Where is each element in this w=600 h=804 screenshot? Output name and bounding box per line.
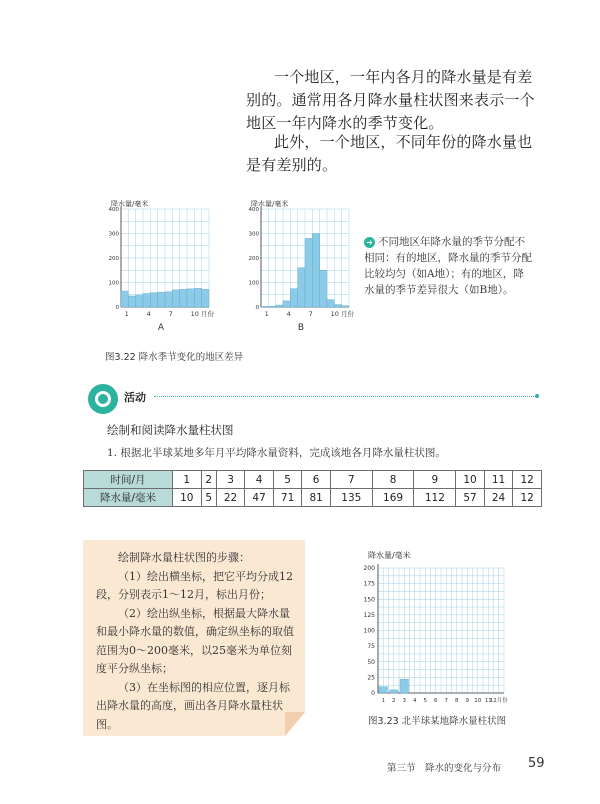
bar [327,300,334,307]
steps-title: 绘制降水量柱状图的步骤： [118,551,250,564]
y-tick-label: 25 [367,674,375,682]
bar [180,289,187,307]
bar [400,679,409,693]
x-tick-label: 8 [455,698,459,704]
bar [283,301,290,307]
bar [342,306,349,307]
y-tick-label: 50 [367,658,375,666]
table-cell: 4 [245,471,274,489]
precipitation-table [83,470,542,507]
step-3: （3）在坐标图的相应位置，逐月标出降水量的高度，画出各月降水量柱状图。 [96,680,290,731]
chart-b-ylabel: 降水量/毫米 [251,200,289,208]
y-tick-label: 200 [363,565,375,572]
chart-a-label: A [157,323,165,333]
bar [290,289,297,307]
y-tick-label: 100 [363,627,375,635]
table-cell: 8 [372,471,414,489]
bar [158,292,165,307]
table-cell: 12 [513,489,542,507]
table-cell: 5 [201,489,216,507]
y-tick-label: 125 [363,611,375,619]
x-tick-label: 6 [434,698,438,704]
chart-a-ylabel: 降水量/毫米 [111,200,149,208]
table-cell: 1 [173,471,202,489]
y-tick-label: 400 [108,207,119,213]
activity-title: 活动 [124,391,146,404]
steps-text [96,549,296,734]
table-row [84,471,542,489]
step-1: （1）绘出横坐标，把它平均分成12段，分别表示1～12月，标出月份； [96,569,293,601]
table-header-cell: 降水量/毫米 [84,489,173,507]
divider-dot [535,394,539,398]
y-tick-label: 0 [371,690,375,697]
chart-b-label: B [297,323,305,333]
bar [268,306,275,307]
bar [305,238,312,307]
x-tick-label: 4 [286,310,291,318]
bar [143,294,150,307]
x-tick-label: 5 [423,698,427,704]
y-tick-label: 100 [248,280,259,287]
intro-paragraph-1: 一个地区，一年内各月的降水量是有差别的。通常用各月降水量柱状图来表示一个地区一年内降水的季节变化。 [246,68,535,132]
y-tick-label: 150 [363,596,375,604]
x-tick-label: 7 [168,310,173,318]
x-tick-label: 4 [146,310,151,318]
table-cell: 47 [245,489,274,507]
table-cell: 10 [173,489,202,507]
chart-3-23-ylabel: 降水量/毫米 [368,551,411,560]
chart-a [105,197,215,345]
bar [187,289,194,307]
intro-paragraph-2: 此外，一个地区，不同年份的降水量也是有差别的。 [246,133,533,174]
table-cell: 22 [216,489,245,507]
bar [379,687,388,693]
note-arrow-icon: ➜ [364,237,375,248]
table-cell: 11 [484,471,513,489]
y-tick-label: 75 [367,643,375,651]
bar [172,290,179,307]
figure-3-22-caption: 图3.22 降水季节变化的地区差异 [105,352,244,363]
bar [202,289,209,307]
bar [390,690,399,693]
table-cell: 2 [201,471,216,489]
table-cell: 5 [273,471,302,489]
x-tick-label: 12月份 [489,698,508,704]
x-tick-label: 1 [381,698,385,704]
x-tick-label: 10 [474,698,482,704]
bar [136,295,143,307]
y-tick-label: 200 [248,256,259,262]
bar [165,292,172,307]
table-cell: 10 [456,471,485,489]
y-tick-label: 100 [108,280,119,287]
x-tick-label: 7 [444,698,448,704]
bar [121,291,128,307]
x-tick-label: 7 [308,310,313,318]
y-tick-label: 300 [248,231,259,238]
x-tick-label: 1 [124,310,129,318]
table-cell: 6 [302,471,331,489]
table-cell: 135 [330,489,372,507]
y-tick-label: 0 [115,305,119,311]
table-cell: 3 [216,471,245,489]
table-cell: 71 [273,489,302,507]
figure-note: ➜ 不同地区年降水量的季节分配不相同：有的地区，降水量的季节分配比较均匀（如A地）；有的地区，降水量的季节差异很大（如B地）。 [364,236,532,296]
table-cell: 81 [302,489,331,507]
bar [298,268,305,307]
figure-3-23-caption: 图3.23 北半球某地降水量柱状图 [368,716,507,727]
table-header-cell: 时间/月 [84,471,173,489]
bar [334,305,341,307]
bar [276,305,283,307]
table-row [84,489,542,507]
bar [320,270,327,307]
table-cell: 169 [372,489,414,507]
y-tick-label: 175 [363,580,375,588]
x-tick-label: 3 [402,698,406,704]
activity-subtitle: 绘制和阅读降水量柱状图 [107,423,234,437]
bar [128,296,135,307]
x-tick-label: 10 月份 [330,310,355,318]
footer-section: 第三节 降水的变化与分布 [387,763,502,774]
bar [150,293,157,307]
y-tick-label: 300 [108,231,119,238]
x-tick-label: 10 月份 [190,310,215,318]
table-cell: 24 [484,489,513,507]
page-number: 59 [528,756,545,771]
activity-instruction: 1. 根据北半球某地多年月平均降水量资料，完成该地各月降水量柱状图。 [107,447,446,459]
x-tick-label: 4 [413,698,417,704]
chart-b [245,197,355,345]
table-cell: 112 [414,489,456,507]
activity-icon [88,384,118,414]
table-cell: 12 [513,471,542,489]
y-tick-label: 0 [255,305,259,311]
x-tick-label: 2 [392,698,396,704]
table-cell: 57 [456,489,485,507]
step-2: （2）绘出纵坐标，根据最大降水量和最小降水量的数值，确定纵坐标的取值范围为0～200毫米，以25毫米为单位刻度平分纵坐标； [96,606,294,675]
x-tick-label: 11 [484,698,492,704]
activity-divider [154,396,538,397]
chart-3-23 [352,548,517,710]
x-tick-label: 1 [264,310,269,318]
table-cell: 7 [330,471,372,489]
y-tick-label: 200 [108,256,119,262]
table-cell: 9 [414,471,456,489]
bar [194,288,201,307]
bar [312,234,319,308]
x-tick-label: 9 [465,698,469,704]
y-tick-label: 400 [248,207,259,213]
